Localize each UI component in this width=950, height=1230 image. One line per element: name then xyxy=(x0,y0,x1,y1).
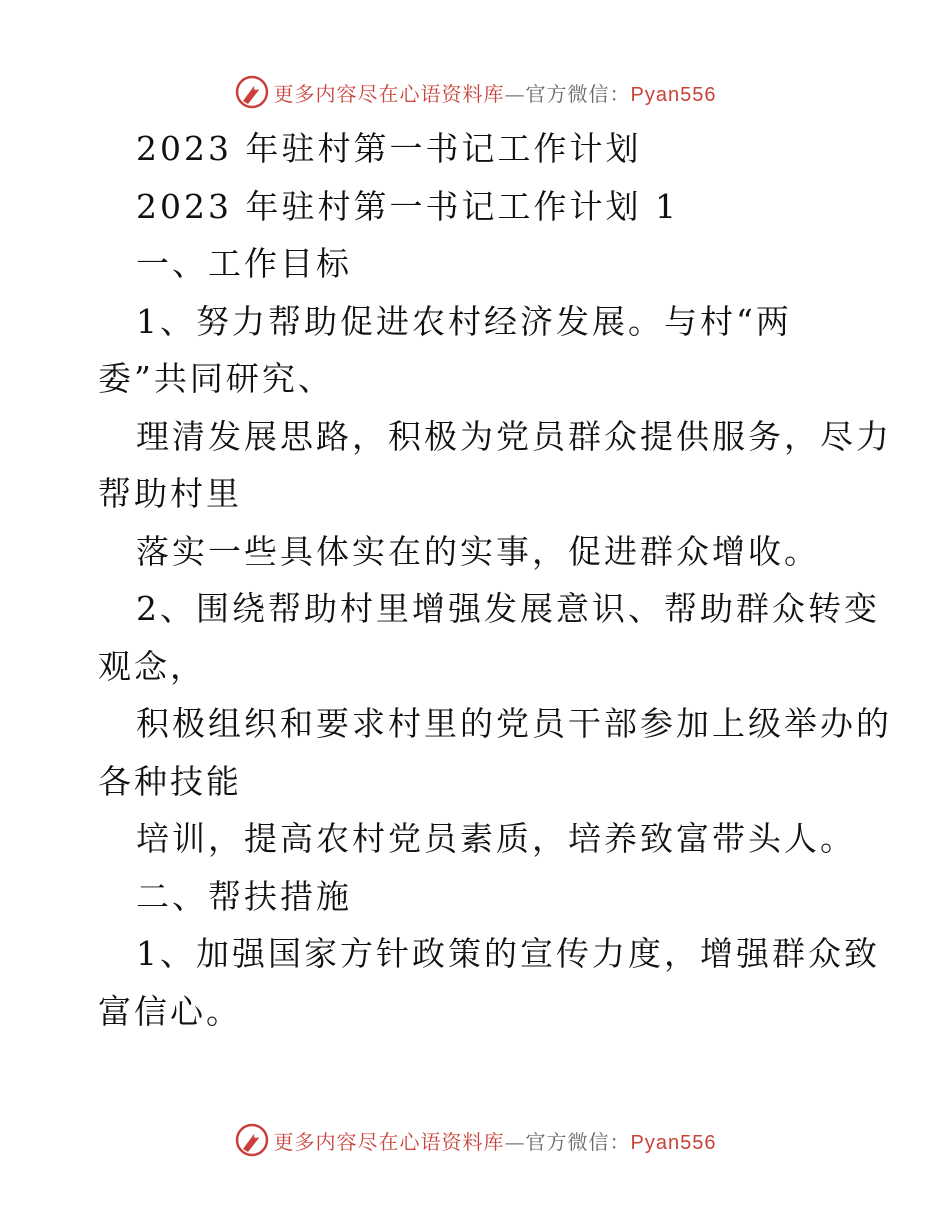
paragraph-line: 1、加强国家方针政策的宣传力度，增强群众致 xyxy=(136,934,880,973)
banner-wechat-label: 官方微信： xyxy=(525,81,631,106)
paragraph-line: 积极组织和要求村里的党员干部参加上级举办的 xyxy=(136,704,892,743)
pen-nib-logo-icon xyxy=(234,74,270,110)
doc-subtitle: 2023 年驻村第一书记工作计划 1 xyxy=(136,186,679,226)
banner-site-text: 更多内容尽在心语资料库 xyxy=(273,1129,505,1154)
banner-wechat-id: Pyan556 xyxy=(630,1131,717,1154)
paragraph-line: 1、努力帮助促进农村经济发展。与村“两 xyxy=(136,301,792,341)
doc-title: 2023 年驻村第一书记工作计划 xyxy=(136,129,642,168)
banner-wechat-label: 官方微信： xyxy=(525,1129,631,1154)
paragraph-line: 帮助村里 xyxy=(98,474,242,513)
paragraph-line: 观念， xyxy=(98,646,206,686)
footer-banner-text xyxy=(274,1126,717,1155)
banner-site-text: 更多内容尽在心语资料库 xyxy=(273,81,505,106)
document-body xyxy=(98,120,892,1040)
paragraph-line: 委”共同研究、 xyxy=(98,359,334,398)
section-heading: 一、工作目标 xyxy=(136,244,352,283)
paragraph-line: 富信心。 xyxy=(98,991,242,1031)
paragraph-line: 培训，提高农村党员素质，培养致富带头人。 xyxy=(136,819,856,858)
header-banner-text xyxy=(274,78,717,107)
section-heading: 二、帮扶措施 xyxy=(136,876,352,916)
pen-nib-logo-icon xyxy=(234,1122,270,1158)
header-banner xyxy=(0,72,950,112)
footer-banner xyxy=(0,1120,950,1160)
banner-separator: — xyxy=(504,1129,526,1154)
paragraph-line: 各种技能 xyxy=(98,761,242,801)
paragraph-line: 落实一些具体实在的实事，促进群众增收。 xyxy=(136,531,820,571)
banner-separator: — xyxy=(504,81,526,106)
paragraph-line: 理清发展思路，积极为党员群众提供服务，尽力 xyxy=(136,416,892,456)
paragraph-line: 2、围绕帮助村里增强发展意识、帮助群众转变 xyxy=(136,589,880,628)
banner-wechat-id: Pyan556 xyxy=(630,83,717,106)
